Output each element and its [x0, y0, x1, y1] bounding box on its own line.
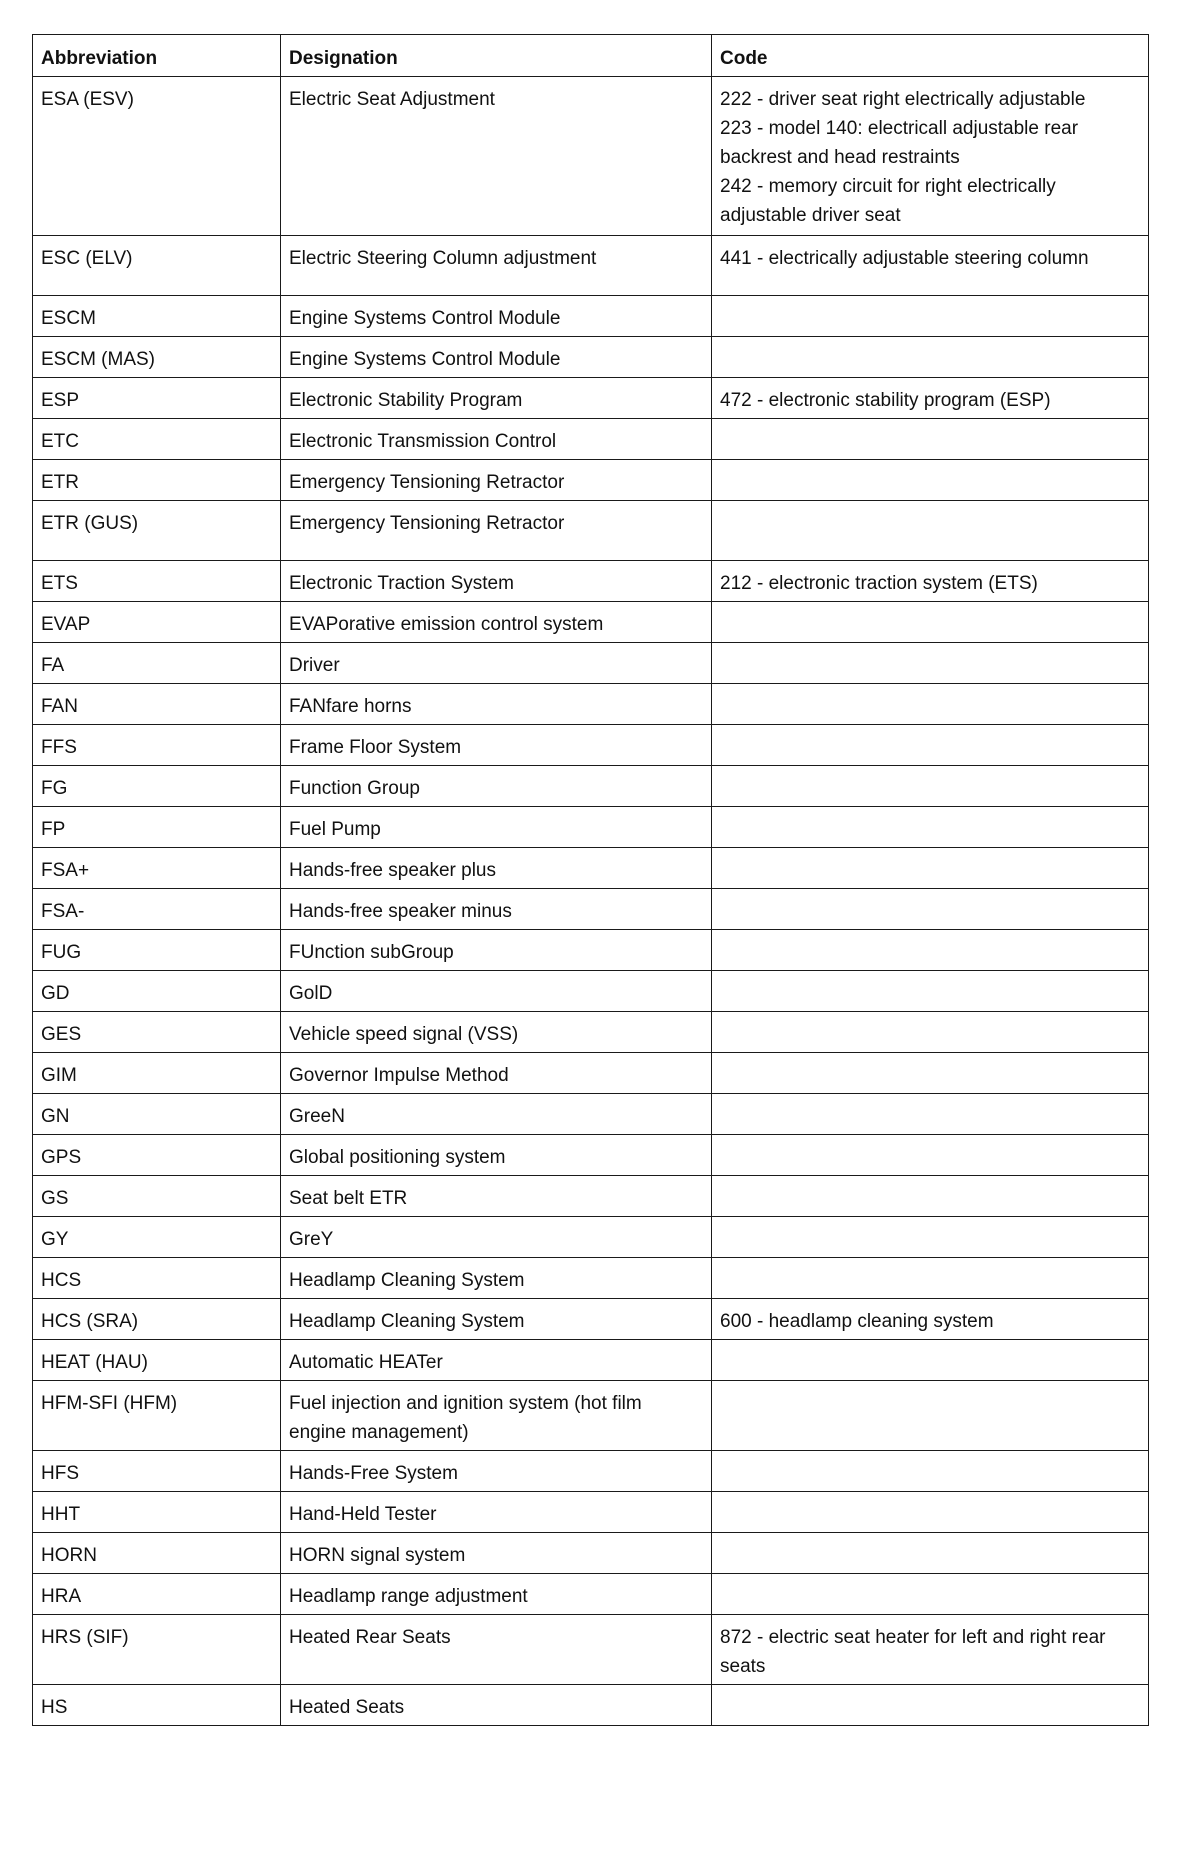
designation-cell: Emergency Tensioning Retractor: [281, 460, 712, 501]
abbreviation-cell: HORN: [33, 1533, 281, 1574]
abbreviation-cell: ETR: [33, 460, 281, 501]
designation-cell: Electric Steering Column adjustment: [281, 236, 712, 296]
abbreviation-cell: HFM-SFI (HFM): [33, 1381, 281, 1451]
table-row: [33, 1615, 1149, 1685]
abbreviation-cell: ETS: [33, 561, 281, 602]
designation-cell: Engine Systems Control Module: [281, 337, 712, 378]
table-row: [33, 1492, 1149, 1533]
header-abbreviation: Abbreviation: [33, 35, 281, 77]
designation-cell: Automatic HEATer: [281, 1340, 712, 1381]
code-cell: [712, 1381, 1149, 1451]
abbreviation-cell: ESCM (MAS): [33, 337, 281, 378]
abbreviation-cell: FA: [33, 643, 281, 684]
code-cell: [712, 684, 1149, 725]
abbreviation-cell: ESCM: [33, 296, 281, 337]
code-cell: 212 - electronic traction system (ETS): [712, 561, 1149, 602]
table-row: [33, 1381, 1149, 1451]
abbreviation-cell: ETR (GUS): [33, 501, 281, 561]
header-designation: Designation: [281, 35, 712, 77]
designation-cell: Engine Systems Control Module: [281, 296, 712, 337]
code-cell: [712, 1053, 1149, 1094]
designation-cell: GreeN: [281, 1094, 712, 1135]
code-cell: [712, 1012, 1149, 1053]
abbreviation-cell: GS: [33, 1176, 281, 1217]
code-cell: [712, 1176, 1149, 1217]
code-cell: [712, 501, 1149, 561]
code-cell: [712, 766, 1149, 807]
abbreviation-cell: ETC: [33, 419, 281, 460]
table-row: [33, 378, 1149, 419]
code-cell: [712, 1533, 1149, 1574]
abbreviation-cell: FP: [33, 807, 281, 848]
table-row: [33, 1094, 1149, 1135]
abbreviation-cell: GN: [33, 1094, 281, 1135]
code-cell: [712, 1685, 1149, 1726]
designation-cell: GreY: [281, 1217, 712, 1258]
table-row: [33, 501, 1149, 561]
designation-cell: Hands-free speaker minus: [281, 889, 712, 930]
abbreviation-cell: FUG: [33, 930, 281, 971]
table-row: [33, 1217, 1149, 1258]
abbreviation-cell: GES: [33, 1012, 281, 1053]
code-cell: 222 - driver seat right electrically adjustable 223 - model 140: electricall adjustable rear backrest and head restraints 242 - memory circuit for right electrically adjustable driver seat: [712, 77, 1149, 236]
designation-cell: Electric Seat Adjustment: [281, 77, 712, 236]
code-cell: 600 - headlamp cleaning system: [712, 1299, 1149, 1340]
code-cell: [712, 419, 1149, 460]
designation-cell: Seat belt ETR: [281, 1176, 712, 1217]
table-row: [33, 1574, 1149, 1615]
table-row: [33, 725, 1149, 766]
designation-cell: Electronic Stability Program: [281, 378, 712, 419]
abbreviation-cell: FAN: [33, 684, 281, 725]
header-row: [33, 35, 1149, 77]
designation-cell: Headlamp range adjustment: [281, 1574, 712, 1615]
code-cell: 472 - electronic stability program (ESP): [712, 378, 1149, 419]
table-row: [33, 1258, 1149, 1299]
table-row: [33, 296, 1149, 337]
abbreviation-cell: ESP: [33, 378, 281, 419]
designation-cell: Headlamp Cleaning System: [281, 1258, 712, 1299]
abbreviation-cell: GY: [33, 1217, 281, 1258]
table-row: [33, 684, 1149, 725]
table-row: [33, 807, 1149, 848]
code-cell: [712, 602, 1149, 643]
abbreviation-cell: FSA-: [33, 889, 281, 930]
designation-cell: EVAPorative emission control system: [281, 602, 712, 643]
code-cell: [712, 930, 1149, 971]
table-row: [33, 1176, 1149, 1217]
table-row: [33, 766, 1149, 807]
designation-cell: Headlamp Cleaning System: [281, 1299, 712, 1340]
table-row: [33, 337, 1149, 378]
abbreviation-cell: EVAP: [33, 602, 281, 643]
designation-cell: Fuel injection and ignition system (hot film engine management): [281, 1381, 712, 1451]
abbreviation-cell: GPS: [33, 1135, 281, 1176]
abbreviation-cell: HHT: [33, 1492, 281, 1533]
code-cell: [712, 1135, 1149, 1176]
code-cell: [712, 1217, 1149, 1258]
designation-cell: Governor Impulse Method: [281, 1053, 712, 1094]
designation-cell: Electronic Traction System: [281, 561, 712, 602]
abbreviation-cell: GIM: [33, 1053, 281, 1094]
table-row: [33, 1451, 1149, 1492]
designation-cell: Vehicle speed signal (VSS): [281, 1012, 712, 1053]
table-row: [33, 561, 1149, 602]
abbreviation-cell: ESC (ELV): [33, 236, 281, 296]
table-row: [33, 77, 1149, 236]
code-cell: [712, 971, 1149, 1012]
table-row: [33, 930, 1149, 971]
table-row: [33, 419, 1149, 460]
abbreviation-cell: FSA+: [33, 848, 281, 889]
abbreviation-cell: HCS (SRA): [33, 1299, 281, 1340]
abbreviation-table: [32, 34, 1149, 1726]
table-row: [33, 460, 1149, 501]
table-row: [33, 1053, 1149, 1094]
code-cell: [712, 460, 1149, 501]
code-cell: [712, 807, 1149, 848]
code-cell: [712, 889, 1149, 930]
abbreviation-cell: HRA: [33, 1574, 281, 1615]
designation-cell: Fuel Pump: [281, 807, 712, 848]
table-row: [33, 1135, 1149, 1176]
abbreviation-cell: HS: [33, 1685, 281, 1726]
table-row: [33, 1533, 1149, 1574]
designation-cell: FUnction subGroup: [281, 930, 712, 971]
designation-cell: Emergency Tensioning Retractor: [281, 501, 712, 561]
code-cell: [712, 1492, 1149, 1533]
table-header: [33, 35, 1149, 77]
table-row: [33, 889, 1149, 930]
table-row: [33, 971, 1149, 1012]
code-cell: [712, 337, 1149, 378]
table-row: [33, 1012, 1149, 1053]
abbreviation-cell: HRS (SIF): [33, 1615, 281, 1685]
abbreviation-cell: HCS: [33, 1258, 281, 1299]
table-row: [33, 1299, 1149, 1340]
code-cell: [712, 296, 1149, 337]
designation-cell: HORN signal system: [281, 1533, 712, 1574]
designation-cell: Frame Floor System: [281, 725, 712, 766]
table-row: [33, 602, 1149, 643]
table-row: [33, 1685, 1149, 1726]
code-cell: [712, 1340, 1149, 1381]
abbreviation-cell: HFS: [33, 1451, 281, 1492]
code-cell: 872 - electric seat heater for left and right rear seats: [712, 1615, 1149, 1685]
code-cell: [712, 1258, 1149, 1299]
table-body: [33, 77, 1149, 1726]
designation-cell: Heated Seats: [281, 1685, 712, 1726]
abbreviation-cell: GD: [33, 971, 281, 1012]
header-code: Code: [712, 35, 1149, 77]
designation-cell: FANfare horns: [281, 684, 712, 725]
table-row: [33, 643, 1149, 684]
abbreviation-cell: ESA (ESV): [33, 77, 281, 236]
abbreviation-cell: HEAT (HAU): [33, 1340, 281, 1381]
designation-cell: Function Group: [281, 766, 712, 807]
designation-cell: Hands-free speaker plus: [281, 848, 712, 889]
table-row: [33, 848, 1149, 889]
designation-cell: Driver: [281, 643, 712, 684]
designation-cell: Hand-Held Tester: [281, 1492, 712, 1533]
designation-cell: Electronic Transmission Control: [281, 419, 712, 460]
designation-cell: Global positioning system: [281, 1135, 712, 1176]
code-cell: [712, 1094, 1149, 1135]
abbreviation-cell: FFS: [33, 725, 281, 766]
code-cell: [712, 1574, 1149, 1615]
code-cell: 441 - electrically adjustable steering column: [712, 236, 1149, 296]
code-cell: [712, 725, 1149, 766]
table-row: [33, 1340, 1149, 1381]
abbreviation-cell: FG: [33, 766, 281, 807]
designation-cell: Heated Rear Seats: [281, 1615, 712, 1685]
designation-cell: GolD: [281, 971, 712, 1012]
table-row: [33, 236, 1149, 296]
code-cell: [712, 848, 1149, 889]
code-cell: [712, 643, 1149, 684]
designation-cell: Hands-Free System: [281, 1451, 712, 1492]
code-cell: [712, 1451, 1149, 1492]
